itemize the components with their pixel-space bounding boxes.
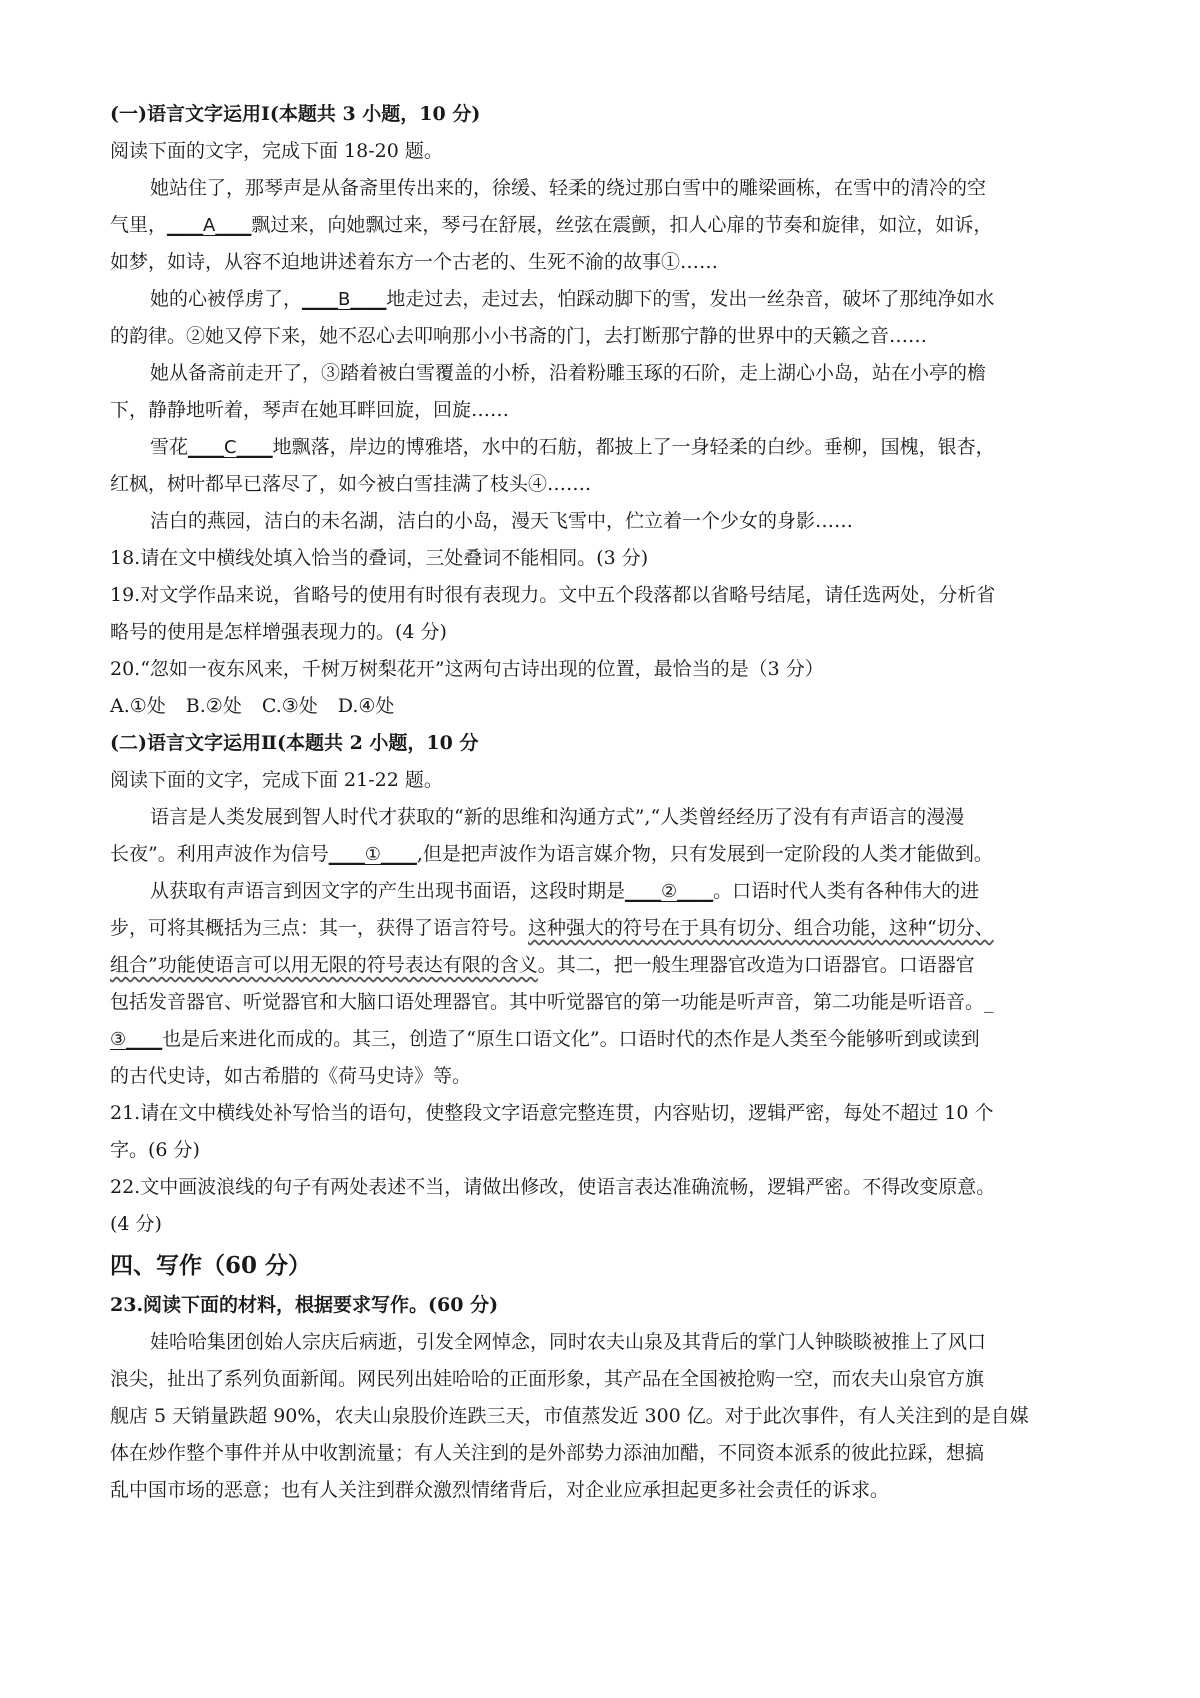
s1-p4-line2: 红枫，树叶都早已落尽了，如今被白雪挂满了枝头④……. — [110, 473, 592, 495]
section2-intro: 阅读下面的文字，完成下面 21-22 题。 — [110, 769, 443, 791]
page-content — [110, 96, 1100, 1509]
option-c: C.③处 — [261, 695, 318, 717]
s4-p1-line2: 浪尖，扯出了系列负面新闻。网民列出娃哈哈的正面形象，其产品在全国被抢购一空，而农夫山泉官方旗 — [110, 1368, 985, 1390]
blank-b: ____B____ — [302, 289, 387, 310]
s2-p2-line5 — [110, 1021, 1100, 1058]
text: 。口语时代人类有各种伟大的进 — [713, 880, 980, 902]
text: ,但是把声波作为语言媒介物，只有发展到一定阶段的人类才能做到。 — [416, 843, 993, 865]
text: 步，可将其概括为三点：其一，获得了语言符号。 — [110, 917, 529, 939]
question-22-line1: 22.文中画波浪线的句子有两处表述不当，请做出修改，使语言表达准确流畅，逻辑严密。不得改变原意。 — [110, 1176, 996, 1198]
question-20: 20.“忽如一夜东风来，千树万树梨花开”这两句古诗出现的位置，最恰当的是（3 分） — [110, 658, 824, 680]
section4-title: 四、写作（60 分） — [110, 1252, 312, 1279]
s1-p2-line1 — [110, 281, 1100, 318]
wavy-sentence-part2: 组合”功能使语言可以用无限的符号表达有限的含义 — [110, 954, 538, 976]
text: 也是后来进化而成的。其三，创造了“原生口语文化”。口语时代的杰作是人类至今能够听到或读到 — [162, 1028, 980, 1050]
section2-title: (二)语言文字运用Ⅱ(本题共 2 小题，10 分 — [110, 732, 479, 754]
s2-p2-line2 — [110, 910, 1100, 947]
text: 气里， — [110, 214, 168, 236]
blank-3: ③____ — [110, 1029, 163, 1050]
text: 长夜”。利用声波作为信号 — [110, 843, 329, 865]
blank-1: ____①____ — [328, 844, 417, 865]
blank-2: ____②____ — [625, 881, 714, 902]
text: 她的心被俘虏了， — [150, 288, 303, 310]
question-20-options — [110, 688, 1100, 725]
s4-p1-line4: 体在炒作整个事件并从中收割流量；有人关注到的是外部势力添油加醋，不同资本派系的彼此拉踩，想搞 — [110, 1442, 985, 1464]
question-21-line1: 21.请在文中横线处补写恰当的语句，使整段文字语意完整连贯，内容贴切，逻辑严密，每处不超过 10 个 — [110, 1102, 994, 1124]
text: 雪花 — [150, 436, 189, 458]
s2-p1-line1: 语言是人类发展到智人时代才获取的“新的思维和沟通方式”,“人类曾经经历了没有有声语言的漫漫 — [150, 806, 965, 828]
text: 。其二，把一般生理器官改造为口语器官。口语器官 — [537, 954, 975, 976]
s1-p5: 洁白的燕园，洁白的未名湖，洁白的小岛，漫天飞雪中，伫立着一个少女的身影…… — [150, 510, 854, 532]
question-18: 18.请在文中横线处填入恰当的叠词，三处叠词不能相同。(3 分) — [110, 547, 649, 569]
s4-p1-line1: 娃哈哈集团创始人宗庆后病逝，引发全网悼念，同时农夫山泉及其背后的掌门人钟睒睒被推上了风口 — [150, 1331, 987, 1353]
s2-p2-line1 — [110, 873, 1100, 910]
question-22-line2: (4 分) — [110, 1213, 162, 1235]
s1-p2-line2: 的韵律。②她又停下来，她不忍心去叩响那小小书斋的门，去打断那宁静的世界中的天籁之音…… — [110, 325, 928, 347]
wavy-sentence-part1: 这种强大的符号在于具有切分、组合功能，这种“切分、 — [528, 917, 994, 939]
question-19-line2: 略号的使用是怎样增强表现力的。(4 分) — [110, 621, 447, 643]
s4-p1-line3: 舰店 5 天销量跌超 90%，农夫山泉股价连跌三天，市值蒸发近 300 亿。对于此次事件，有人关注到的是自媒 — [110, 1405, 1029, 1427]
s4-p1-line5: 乱中国市场的恶意；也有人关注到群众激烈情绪背后，对企业应承担起更多社会责任的诉求。 — [110, 1479, 890, 1501]
option-b: B.②处 — [185, 695, 242, 717]
option-a: A.①处 — [110, 695, 166, 717]
s1-p4-line1 — [110, 429, 1100, 466]
blank-c: ____C____ — [188, 437, 273, 458]
option-d: D.④处 — [337, 695, 395, 717]
s1-p3-line1: 她从备斋前走开了，③踏着被白雪覆盖的小桥，沿着粉雕玉琢的石阶，走上湖心小岛，站在小亭的檐 — [150, 362, 987, 384]
text: 地走过去，走过去，怕踩动脚下的雪，发出一丝杂音，破坏了那纯净如水 — [386, 288, 995, 310]
s1-p1-line2 — [110, 207, 1100, 244]
s2-p2-line4: 包括发音器官、听觉器官和大脑口语处理器官。其中听觉器官的第一功能是听声音，第二功能是听语音。_ — [110, 991, 994, 1013]
section1-intro: 阅读下面的文字，完成下面 18-20 题。 — [110, 140, 443, 162]
section1-title: (一)语言文字运用Ⅰ(本题共 3 小题，10 分) — [110, 103, 481, 125]
text: 从获取有声语言到因文字的产生出现书面语，这段时期是 — [150, 880, 626, 902]
question-23-title: 23.阅读下面的材料，根据要求写作。(60 分) — [110, 1294, 499, 1316]
s2-p2-line6: 的古代史诗，如古希腊的《荷马史诗》等。 — [110, 1065, 472, 1087]
question-19-line1: 19.对文学作品来说，省略号的使用有时很有表现力。文中五个段落都以省略号结尾，请任选两处，分析省 — [110, 584, 996, 606]
text: 地飘落，岸边的博雅塔，水中的石舫，都披上了一身轻柔的白纱。垂柳，国槐，银杏， — [272, 436, 995, 458]
s1-p1-line1: 她站住了，那琴声是从备斋里传出来的，徐缓、轻柔的绕过那白雪中的雕梁画栋，在雪中的清冷的空 — [150, 177, 987, 199]
blank-a: ____A____ — [167, 215, 252, 236]
s2-p1-line2 — [110, 836, 1100, 873]
text: 飘过来，向她飘过来，琴弓在舒展，丝弦在震颤，扣人心扉的节奏和旋律，如泣，如诉， — [251, 214, 993, 236]
s1-p1-line3: 如梦，如诗，从容不迫地讲述着东方一个古老的、生死不渝的故事①…… — [110, 251, 719, 273]
s1-p3-line2: 下，静静地听着，琴声在她耳畔回旋，回旋…… — [110, 399, 510, 421]
s2-p2-line3 — [110, 947, 1100, 984]
question-21-line2: 字。(6 分) — [110, 1139, 200, 1161]
